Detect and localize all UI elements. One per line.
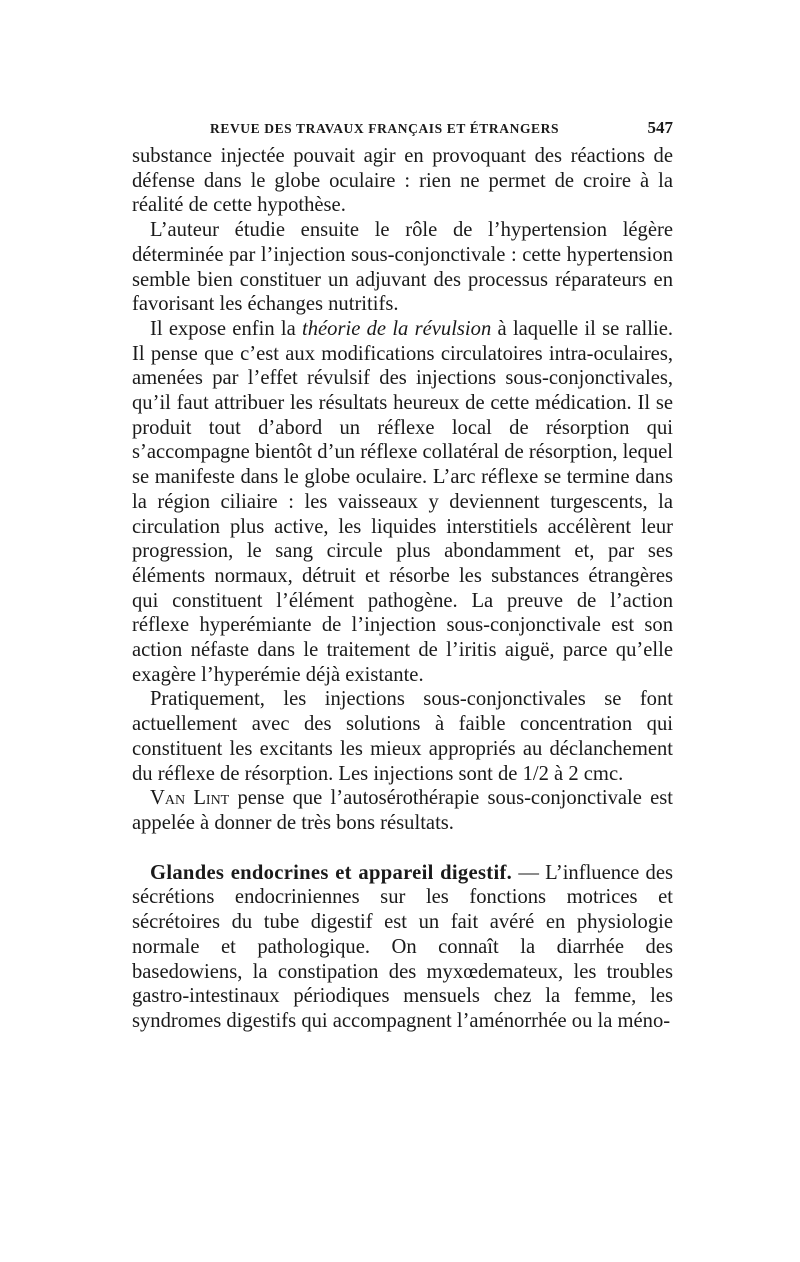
paragraph-revulsion <box>132 317 673 688</box>
paragraph-van-lint-rest: pense que l’autosérothérapie sous-conjonctivale est appelée à donner de très bons résultats. <box>132 787 673 834</box>
journal-title: REVUE DES TRAVAUX FRANÇAIS ET ÉTRANGERS <box>210 121 560 136</box>
paragraph-continuation: substance injectée pouvait agir en provoquant des réactions de défense dans le globe oculaire : rien ne permet de croire à la réalité de cette hypothèse. <box>132 145 673 217</box>
section-heading: Glandes endocrines et appareil digestif. <box>150 861 513 884</box>
theory-term: théorie de la révulsion <box>302 317 492 340</box>
section-text: — L’influence des sécrétions endocriniennes sur les fonctions motrices et sécrétoires du tube digestif est un fait avéré en physiologie normale et pathologique. On connaît la diarrhée des basedowiens, la constipation des myxœdemateux, les troubles gastro-intestinaux périodiques mensuels chez la femme, les syndromes digestifs qui accompagnent l’aménorrhée ou la méno- <box>132 861 673 1032</box>
paragraph-hypertension: L’auteur étudie ensuite le rôle de l’hypertension légère déterminée par l’injection sous-conjonctivale : cette hypertension semble bien constituer un adjuvant des processus réparateurs en favorisant les échanges nutritifs. <box>132 219 673 316</box>
paragraph-practice: Pratiquement, les injections sous-conjonctivales se font actuellement avec des solutions à faible concentration qui constituent les excitants les mieux appropriés au déclanchement du réflexe de résorption. Les injections sont de 1/2 à 2 cmc. <box>132 688 673 785</box>
paragraph-revulsion-start: Il expose enfin la <box>150 317 303 340</box>
body-text <box>132 144 673 1034</box>
paragraph-revulsion-rest: à laquelle il se rallie. Il pense que c’est aux modifications circulatoires intra-oculaires, amenées par l’effet révulsif des injections sous-conjonctivales, qu’il faut attribuer les résultats heureux de cette médication. Il se produit tout d’abord un réflexe local de résorption qui s’accompagne bientôt d’un réflexe collatéral de résorption, lequel se manifeste dans le globe oculaire. L’arc réflexe se termine dans la région ciliaire : les vaisseaux y deviennent turgescents, la circulation plus active, les liquides interstitiels accélèrent leur progression, le sang circule plus abondamment et, par ses éléments normaux, détruit et résorbe les substances étrangères qui constituent l’élément pathogène. La preuve de l’action réflexe hyperémiante de l’injection sous-conjonctivale est son action néfaste dans le traitement de l’iritis aiguë, parce qu’elle exagère l’hyperémie déjà existante. <box>132 317 673 686</box>
page <box>132 118 673 1034</box>
paragraph-endocrine <box>132 861 673 1034</box>
running-header <box>210 118 673 144</box>
page-number: 547 <box>647 118 673 137</box>
author-name: Van Lint <box>150 787 230 810</box>
paragraph-van-lint <box>132 786 673 835</box>
